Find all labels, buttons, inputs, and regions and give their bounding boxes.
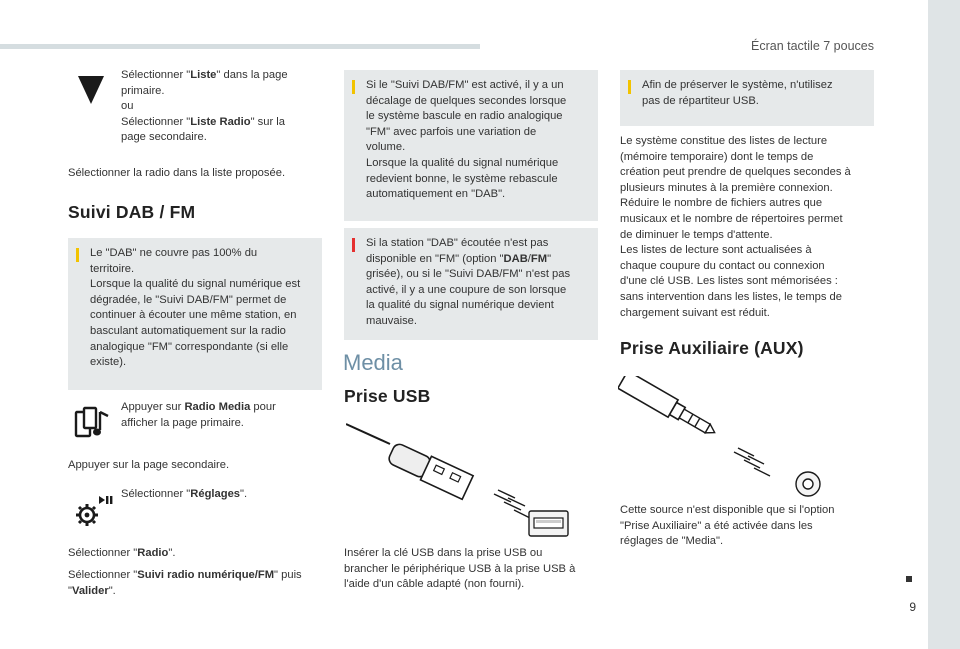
dab-info-text: Le "DAB" ne couvre pas 100% du territoire. Lorsque la qualité du signal numérique est dégradée, le "Suivi DAB/FM" permet de continuer à écouter une même station, en basculant automatiquement sur la radio analogique "FM" correspondante (si elle existe). xyxy=(90,247,301,369)
arrow-down-icon xyxy=(78,76,104,104)
usb-splitter-info-text: Afin de préserver le système, n'utilisez pas de répartiteur USB. xyxy=(642,79,833,107)
header-rule xyxy=(0,44,480,49)
aux-port-illustration xyxy=(794,470,822,498)
select-radio-option: Sélectionner "Radio". xyxy=(68,547,176,559)
dab-warning-box xyxy=(344,228,598,340)
suivi-info-box xyxy=(344,70,598,221)
page-sidebar xyxy=(928,0,960,649)
step-select-list: Sélectionner "Liste" dans la page primaire. ou Sélectionner "Liste Radio" sur la page secondaire. xyxy=(121,69,288,144)
page-header-title: Écran tactile 7 pouces xyxy=(751,39,874,53)
settings-icon xyxy=(74,494,114,528)
media-icon xyxy=(74,406,114,440)
info-mark-icon xyxy=(352,80,355,94)
page-number: 9 xyxy=(909,600,916,614)
info-mark-icon xyxy=(628,80,631,94)
dab-info-box xyxy=(68,238,322,390)
page-marker-icon xyxy=(906,576,912,582)
usb-port-illustration xyxy=(528,510,570,538)
secondary-page-text: Appuyer sur la page secondaire. xyxy=(68,459,230,471)
usb-heading: Prise USB xyxy=(344,386,431,406)
suivi-dab-fm-heading: Suivi DAB / FM xyxy=(68,202,196,222)
select-radio-text: Sélectionner la radio dans la liste proposée. xyxy=(68,167,286,179)
warning-mark-icon xyxy=(352,238,355,252)
playlist-text: Le système constitue des listes de lecture (mémoire temporaire) dont le temps de création peut prendre de quelques secondes à plusieurs minutes à la première connexion. Réduire le nombre de fichiers autres que musicaux et le nombre de répertoires permet de diminuer le temps d'attente. Les listes de lecture sont actualisées à chaque coupure du contact ou connexion d'une clé USB. Les listes sont mémorisées : sans intervention dans les listes, le temps de chargement suivant est réduit. xyxy=(620,135,851,319)
media-section-title: Media xyxy=(343,350,403,375)
dab-warning-text: Si la station "DAB" écoutée n'est pas disponible en "FM" (option "DAB/FM" grisée), ou si le "Suivi DAB/FM" n'est pas activé, il y a une coupure de son lorsque la qualité du signal numérique devient mauvaise. xyxy=(366,237,571,327)
info-mark-icon xyxy=(76,248,79,262)
aux-heading: Prise Auxiliaire (AUX) xyxy=(620,338,804,358)
suivi-info-text: Si le "Suivi DAB/FM" est activé, il y a un décalage de quelques secondes lorsque le système bascule en radio analogique "FM" avec parfois une variation de volume. Lorsque la qualité du signal numérique redevient bonne, le système rebascule automatiquement en "DAB". xyxy=(366,79,567,201)
usb-instructions: Insérer la clé USB dans la prise USB ou brancher le périphérique USB à la prise USB à l'aide d'un câble adapté (non fourni). xyxy=(344,547,576,591)
step-settings: Sélectionner "Réglages". xyxy=(121,488,248,500)
usb-splitter-info-box xyxy=(620,70,874,126)
step-radio-media: Appuyer sur Radio Media pour afficher la page primaire. xyxy=(121,401,276,429)
select-suivi-option: Sélectionner "Suivi radio numérique/FM" puis "Valider". xyxy=(68,569,302,597)
aux-availability-text: Cette source n'est disponible que si l'option "Prise Auxiliaire" a été activée dans les réglages de "Media". xyxy=(620,504,835,548)
